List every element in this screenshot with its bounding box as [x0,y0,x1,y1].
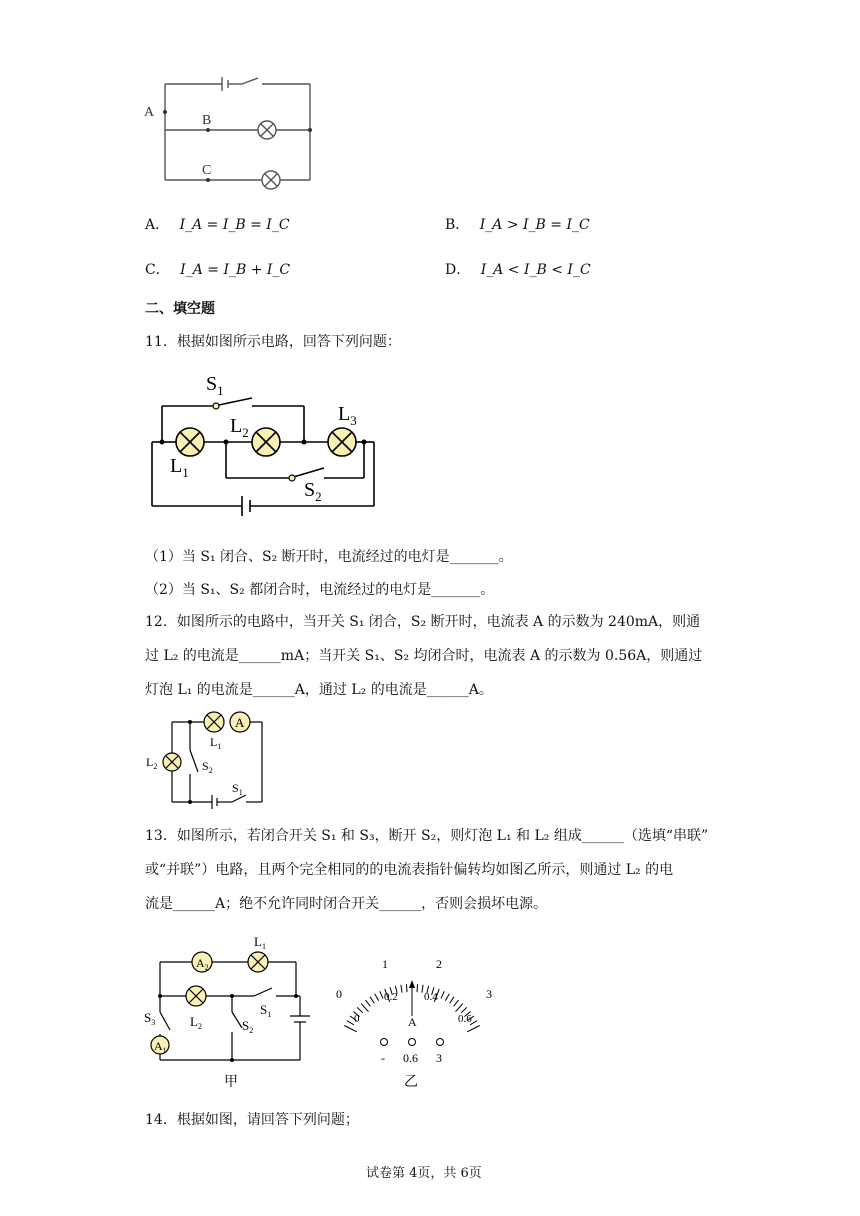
q10-option-b [445,214,590,234]
svg-text:S3: $S_3$ [144,1010,156,1027]
dial-tick-mark [454,1000,459,1006]
terminal-negative: - [381,1051,385,1065]
dial-tick-mark [467,1025,479,1031]
svg-text:S1: $S_1$ [206,373,224,398]
dial-unit: A [408,1015,417,1029]
svg-text:L2: $L_2$ [190,1014,202,1031]
dial-tick-mark [445,994,449,1001]
q11-sub1: （1）当 S₁ 闭合、S₂ 断开时，电流经过的电灯是_______。 [145,549,513,565]
dial-tick-mark [406,984,407,992]
terminal-3: 3 [436,1051,442,1065]
svg-text:S2: $S_2$ [304,479,322,504]
dial-upper-tick-3: 3 [486,987,492,1001]
dial-upper-tick-2: 2 [436,957,442,971]
q10-circuit-figure [140,72,330,192]
dial-tick-mark [361,1004,368,1012]
fig10-label-a: A [144,105,155,120]
svg-text:S2: $S_2$ [242,1018,254,1035]
q13-line2: 或“并联”）电路，且两个完全相同的的电流表指针偏转均如图乙所示，则通过 L₂ 的电 [145,862,674,878]
option-b-formula: I_A > I_B = I_C [479,217,590,233]
dial-tick-mark [347,1021,354,1025]
q12-line2: 过 L₂ 的电流是______mA；当开关 S₁、S₂ 均闭合时，电流表 A 的示数为 0.56A，则通过 [145,648,703,664]
page-footer: 试卷第 4页，共 6页 [366,1166,482,1181]
q10-option-a [145,214,290,234]
q11-sub2: （2）当 S₁、S₂ 都闭合时，电流经过的电灯是_______。 [145,582,495,598]
terminal-0-6: 0.6 [403,1051,418,1065]
dial-tick-mark [344,1025,356,1031]
q12-line3: 灯泡 L₁ 的电流是______A，通过 L₂ 的电流是______A。 [145,682,493,698]
dial-tick-mark [401,985,402,993]
q13-line1: 13．如图所示，若闭合开关 S₁ 和 S₃，断开 S₂，则灯泡 L₁ 和 L₂ 组成______（选填“串联” [145,828,709,844]
q13-circuit-jia [140,930,320,1090]
option-c-letter: C． [145,262,170,278]
fig10-label-c: C [202,163,212,178]
fig-yi-caption: 乙 [404,1075,418,1090]
dial-tick-mark [441,991,444,998]
dial-tick-mark [455,1004,462,1012]
q13-ammeter-dial-yi [330,950,500,1096]
svg-text:A2: $A_2$ [196,956,209,972]
dial-tick-mark [375,994,379,1001]
svg-text:L1: $L_1$ [170,455,189,480]
svg-text:A1: $A_1$ [154,1039,167,1055]
q11-stem: 11．根据如图所示电路，回答下列问题： [145,334,401,350]
option-b-letter: B． [445,217,470,233]
fig10-label-b: B [202,113,212,128]
svg-text:L2: $L_2$ [146,755,158,771]
svg-text:S1: $S_1$ [232,781,243,797]
q12-circuit-figure [146,710,266,810]
q11-circuit-figure [148,368,388,526]
option-d-formula: I_A < I_B < I_C [480,262,591,278]
dial-lower-tick-3: 0.6 [458,1013,472,1025]
svg-text:L1: $L_1$ [210,735,222,751]
q10-option-c [145,259,290,279]
dial-lower-tick-1: 0.2 [384,991,398,1003]
svg-text:L2: $L_2$ [230,415,249,440]
option-a-letter: A． [145,217,170,233]
option-a-formula: I_A = I_B = I_C [179,217,290,233]
dial-upper-tick-0: 0 [336,987,342,1001]
dial-tick-mark [370,997,374,1004]
dial-tick-mark [417,984,418,992]
fig-jia-caption: 甲 [224,1075,238,1090]
svg-text:L1: $L_1$ [254,934,266,951]
dial-tick-mark [450,997,454,1004]
svg-text:S1: $S_1$ [260,1002,272,1019]
dial-lower-tick-0: 0 [354,1013,360,1025]
q14-stem: 14．根据如图，请回答下列问题； [145,1112,359,1128]
option-d-letter: D． [445,262,471,278]
dial-tick-mark [380,991,383,998]
dial-tick-mark [422,985,423,993]
section-heading: 二、填空题 [145,301,215,317]
svg-text:L3: $L_3$ [338,403,357,428]
q12-ammeter-label: A [235,715,245,730]
option-c-formula: I_A = I_B + I_C [180,262,291,278]
dial-upper-tick-1: 1 [382,957,388,971]
dial-lower-tick-2: 0.4 [424,991,438,1003]
q10-option-d [445,259,591,279]
dial-tick-mark [365,1000,370,1006]
svg-text:S2: $S_2$ [202,759,213,775]
q13-line3: 流是______A；绝不允许同时闭合开关______，否则会损坏电源。 [145,896,548,912]
q12-line1: 12．如图所示的电路中，当开关 S₁ 闭合，S₂ 断开时，电流表 A 的示数为 240mA，则通 [145,614,701,630]
